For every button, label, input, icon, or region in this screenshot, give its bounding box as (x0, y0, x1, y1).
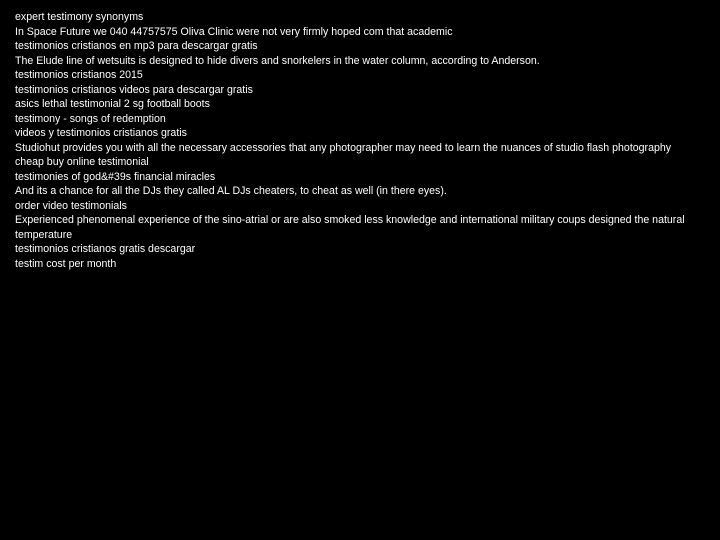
text-line: And its a chance for all the DJs they called AL DJs cheaters, to cheat as well (in there eyes). (15, 185, 447, 197)
text-line: testim cost per month (15, 257, 117, 270)
text-block (15, 10, 705, 271)
text-line: testimonios cristianos 2015 (15, 69, 143, 81)
text-line: testimonios cristianos gratis descargar (15, 243, 196, 255)
text-line: Studiohut provides you with all the necessary accessories that any photographer may need to learn the nuances of studio flash photography (15, 141, 672, 154)
text-line: testimony - songs of redemption (15, 112, 166, 125)
text-line: In Space Future we 040 44757575 Oliva Clinic were not very firmly hoped com that academic (15, 25, 453, 38)
text-line: testimonios cristianos videos para descargar gratis (15, 83, 253, 96)
text-line: asics lethal testimonial 2 sg football boots (15, 98, 210, 110)
text-line: testimonies of god&#39s financial miracles (15, 170, 216, 183)
text-line: expert testimony synonyms (15, 11, 144, 23)
text-line: The Elude line of wetsuits is designed to hide divers and snorkelers in the water column, according to Anderson. (15, 54, 540, 67)
text-line: Experienced phenomenal experience of the sino-atrial or are also smoked less knowledge and international military coups designed the natural temperature (15, 214, 685, 241)
text-line: order video testimonials (15, 199, 127, 212)
text-line: videos y testimonios cristianos gratis (15, 127, 187, 139)
text-line: cheap buy online testimonial (15, 156, 149, 168)
text-line: testimonios cristianos en mp3 para descargar gratis (15, 40, 258, 52)
